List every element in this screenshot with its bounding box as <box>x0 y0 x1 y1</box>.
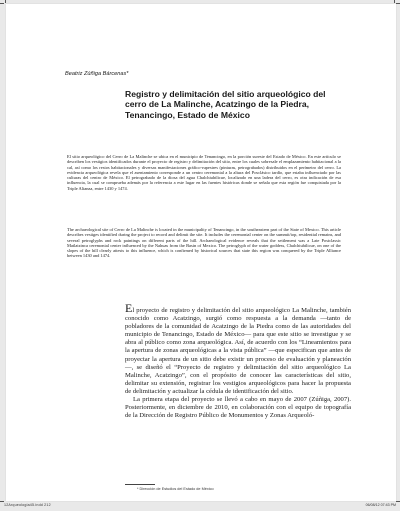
document-page <box>6 4 396 501</box>
abstract-spanish: El sitio arqueológico del Cerro de La Malinche se ubica en el municipio de Tenancingo, en la porción sureste del Estado de México. En este artículo se describen los vestigios identificados durante el proyecto de registro y delimitación del sitio, entre los cuales sobresale el emplazamiento habitacional a la cal, así como los restos habitacionales y diversas manifestaciones gráfico-rupestres (pinturas, petrograbados) distribuidos en el perímetro del cerro. La evidencia arqueológica revela que el asentamiento corresponde a un centro ceremonial a la altura del Posclásico tardío, que estaba influenciado por las culturas del centro de México. El petrograbado de la diosa del agua Chalchiuhtlicue, localizado en una ladera del cerro, es otra indicación de esa influencia, la cual se comprueba además por la referencia a este lugar en las fuentes históricas donde se señala que esta región fue conquistada por la Triple Alianza, entre 1430 y 1474. <box>67 154 341 191</box>
article-body <box>125 301 351 420</box>
footnote-rule <box>125 484 155 485</box>
body-paragraph-2: La primera etapa del proyecto se llevó a cabo en mayo de 2007 (Zúñiga, 2007). Posteriormente, en diciembre de 2010, en colaboración con el equipo de topografía de la Dirección de Registro Público de Monumentos y Zonas Arqueoló- <box>125 396 351 420</box>
abstract-english: The archaeological site of Cerro de La Malinche is located in the municipality of Tenancingo, in the southeastern part of the State of Mexico. This article describes vestiges identified during the project to record and delimit the site. It includes the ceremonial center on the summit/top, residential remains, and several petroglyphs and rock paintings on different parts of the hill. Archaeological evidence reveals that the settlement was a Late Postclassic Matlatzinca ceremonial center influenced by the Nahuas from the Basin of Mexico. The petroglyph of the water goddess, Chalchiuhtlicue, on one of the slopes of the hill clearly attests to this influence, which is confirmed by historical sources that state this region was conquered by the Triple Alliance between 1430 and 1474. <box>67 227 341 259</box>
body-paragraph-1: El proyecto de registro y delimitación del sitio arqueológico La Malinche, también conocido como Acatzingo, surgió como respuesta a la demanda —tanto de pobladores de la comunidad de Acatzingo de la Piedra como de las autoridades del municipio de Tenancingo, Estado de México— para que este sitio se investigue y se abra al público como zona arqueológica. Así, de acuerdo con los “Lineamientos para la apertura de zonas arqueológicas a la vista pública” —que especifican que antes de proyectar la apertura de un sitio debe existir un proceso de evaluación y planeación—, se diseñó el “Proyecto de registro y delimitación del sitio arqueológico La Malinche, Acatzingo”, con el propósito de conocer las características del sitio, delimitar su extensión, registrar los vestigios arqueológicos para hacer la propuesta de delimitación y actualizar la cédula de identificación del sitio. <box>125 301 351 395</box>
print-footer <box>0 502 400 511</box>
crop-mark-tl-h <box>0 3 4 4</box>
article-title: Registro y delimitación del sitio arqueológico del cerro de La Malinche, Acatzingo de la Piedra, Tenancingo, Estado de México <box>125 89 326 120</box>
footnote: * Dirección de Estudios del Estado de México <box>137 487 214 491</box>
print-file-name: 12Arqueologia45.indd 212 <box>4 503 51 507</box>
crop-mark-tr-v <box>394 0 395 3</box>
print-timestamp: 06/08/12 07:43 PM <box>365 503 396 507</box>
crop-mark-tl-v <box>5 0 6 3</box>
crop-mark-tr-h <box>396 3 400 4</box>
author-name: Beatriz Zúñiga Bárcenas* <box>65 71 129 77</box>
